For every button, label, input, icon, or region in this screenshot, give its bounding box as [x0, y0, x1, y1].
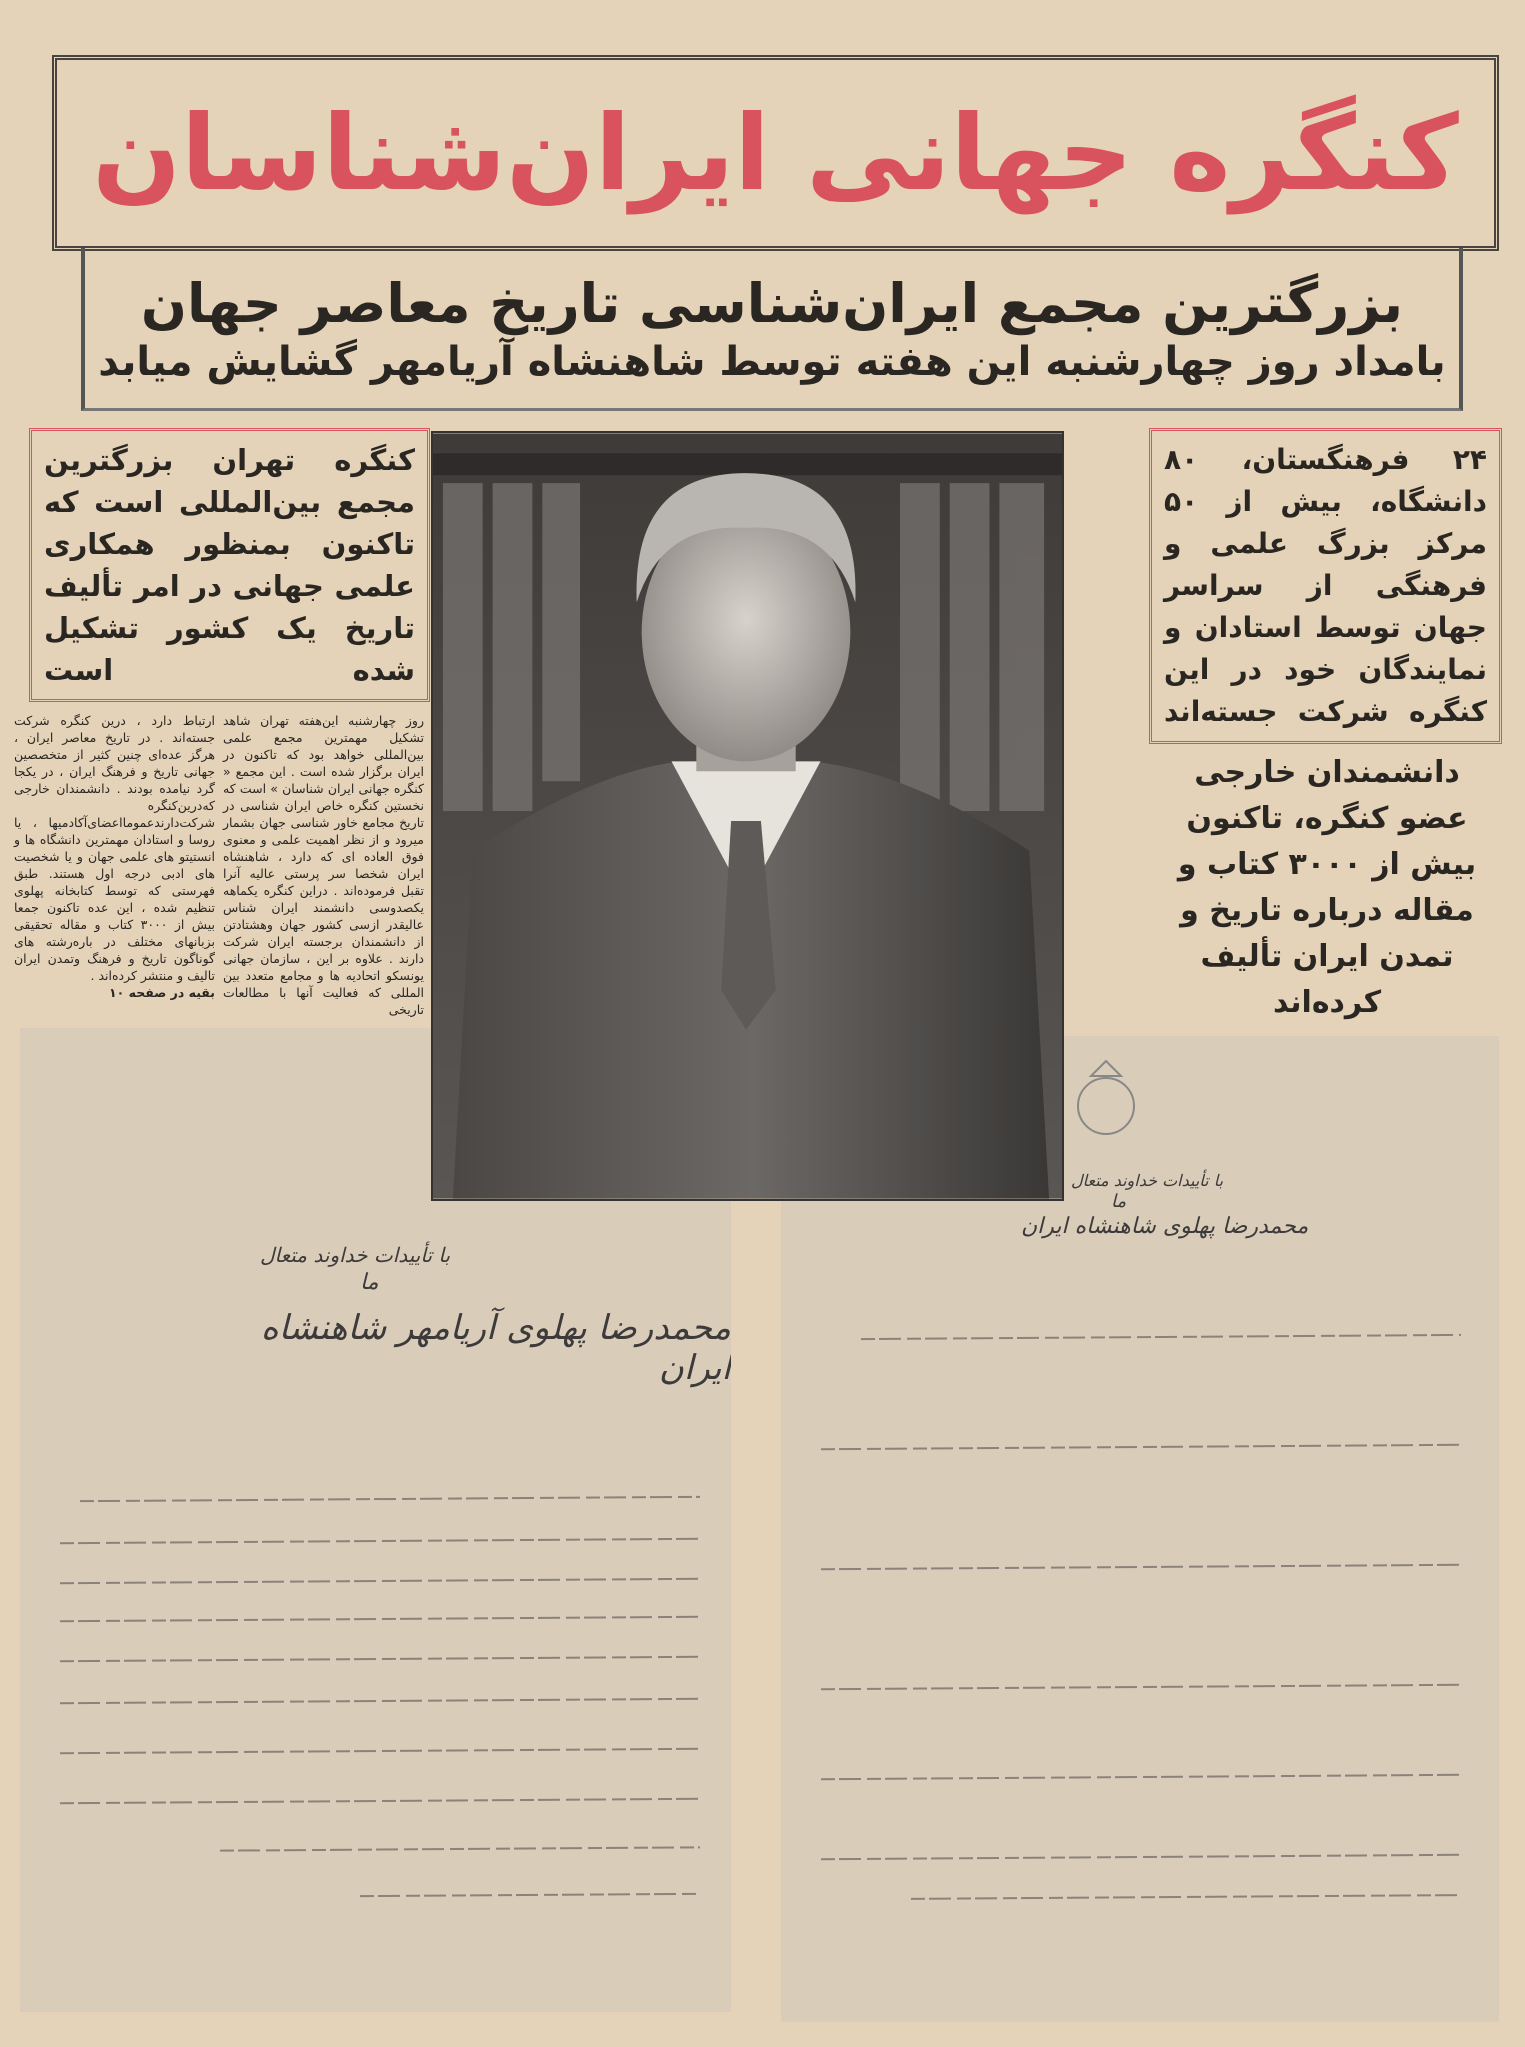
left-callout-box: کنگره تهران بزرگترین مجمع بین‌المللی است که تاکنون بمنظور همکاری علمی جهانی در امر تألیف تاریخ یک کشور تشکیل شده است	[29, 428, 430, 702]
portrait-photo	[431, 431, 1064, 1201]
continued-note: بقیه در صفحه ۱۰	[109, 985, 215, 1000]
masthead-box	[52, 55, 1499, 251]
royal-emblem-icon	[1071, 1056, 1141, 1146]
masthead-title: کنگره جهانی ایران‌شناسان	[92, 92, 1459, 214]
article-column-2-text: ارتباط دارد ، درین کنگره شرکت جسته‌اند . در تاریخ معاصر ایران ، هرگز عده‌ای چنین کثیر از متخصصین جهانی تاریخ و فرهنگ ایران ، در یکجا گرد نیامده بودند . دانشمندان خارجی که‌درین‌کنگره شرکت‌دارند‌عموما‌اعضای‌آکادمیها ، یا روسا و استادان مهمترین دانشگاه ها و انستیتو های علمی جهان و یا شخصیت های ادبی درجه اول هستند. طبق فهرستی که توسط کتابخانه پهلوی تنظیم شده ، این عده تاکنون جمعا بیش از ۳۰۰۰ کتاب و مقاله تحقیقی بزبانهای مختلف در باره‌رشته های گوناگون تاریخ و فرهنگ وتمدن ایران تالیف و منتشر کرده‌اند .	[14, 713, 215, 983]
decree-left-ma: ما	[360, 1270, 379, 1295]
headline-box	[81, 248, 1463, 411]
decree-right-ma: ما	[1111, 1191, 1127, 1212]
decree-left-salutation: با تأییدات خداوند متعال	[260, 1243, 451, 1267]
article-columns	[14, 712, 424, 1018]
decree-right-name: محمدرضا پهلوی شاهنشاه ایران	[1021, 1214, 1309, 1239]
decree-left-name: محمدرضا پهلوی آریامهر شاهنشاه ایران	[260, 1308, 731, 1388]
headline-main: بزرگترین مجمع ایران‌شناسی تاریخ معاصر جهان	[140, 271, 1404, 335]
article-column-2	[14, 712, 215, 1018]
headline-sub: بامداد روز چهارشنبه این هفته توسط شاهنشاه آریامهر گشایش میابد	[98, 338, 1446, 385]
right-callout-box: ۲۴ فرهنگستان، ۸۰ دانشگاه، بیش از ۵۰ مرکز بزرگ علمی و فرهنگی از سراسر جهان توسط استادان و نمایندگان خود در این کنگره شرکت جسته‌اند	[1149, 428, 1502, 744]
right-callout-text: دانشمندان خارجی عضو کنگره، تاکنون بیش از ۳۰۰۰ کتاب و مقاله درباره تاریخ و تمدن ایران تألیف کرده‌اند	[1177, 755, 1477, 1020]
article-column-1: روز چهارشنبه این‌هفته تهران شاهد تشکیل مهمترین مجمع علمی بین‌المللی خواهد بود که تاکنون در ایران برگزار شده است . این مجمع « کنگره جهانی ایران شناسان » است که نخستین کنگره خاص ایران شناسی در تاریخ مجامع خاور شناسی جهان بشمار میرود و از نظر اهمیت علمی و معنوی فوق العاده ای که دارد ، شاهنشاه ایران شخصا سر پرستی عالیه آنرا تقبل فرموده‌اند . دراین کنگره یکماهه یکصدوسی دانشمند ایران شناس عالیقدر ازسی کشور جهان وهشتادتن از دانشمندان برجسته ایران شرکت دارند . علاوه بر این ، سازمان جهانی یونسکو اتحادیه ها و مجامع متعدد بین المللی که فعالیت آنها با مطالعات تاریخی	[223, 713, 424, 1017]
decree-right-salutation: با تأییدات خداوند متعال	[1071, 1171, 1224, 1190]
